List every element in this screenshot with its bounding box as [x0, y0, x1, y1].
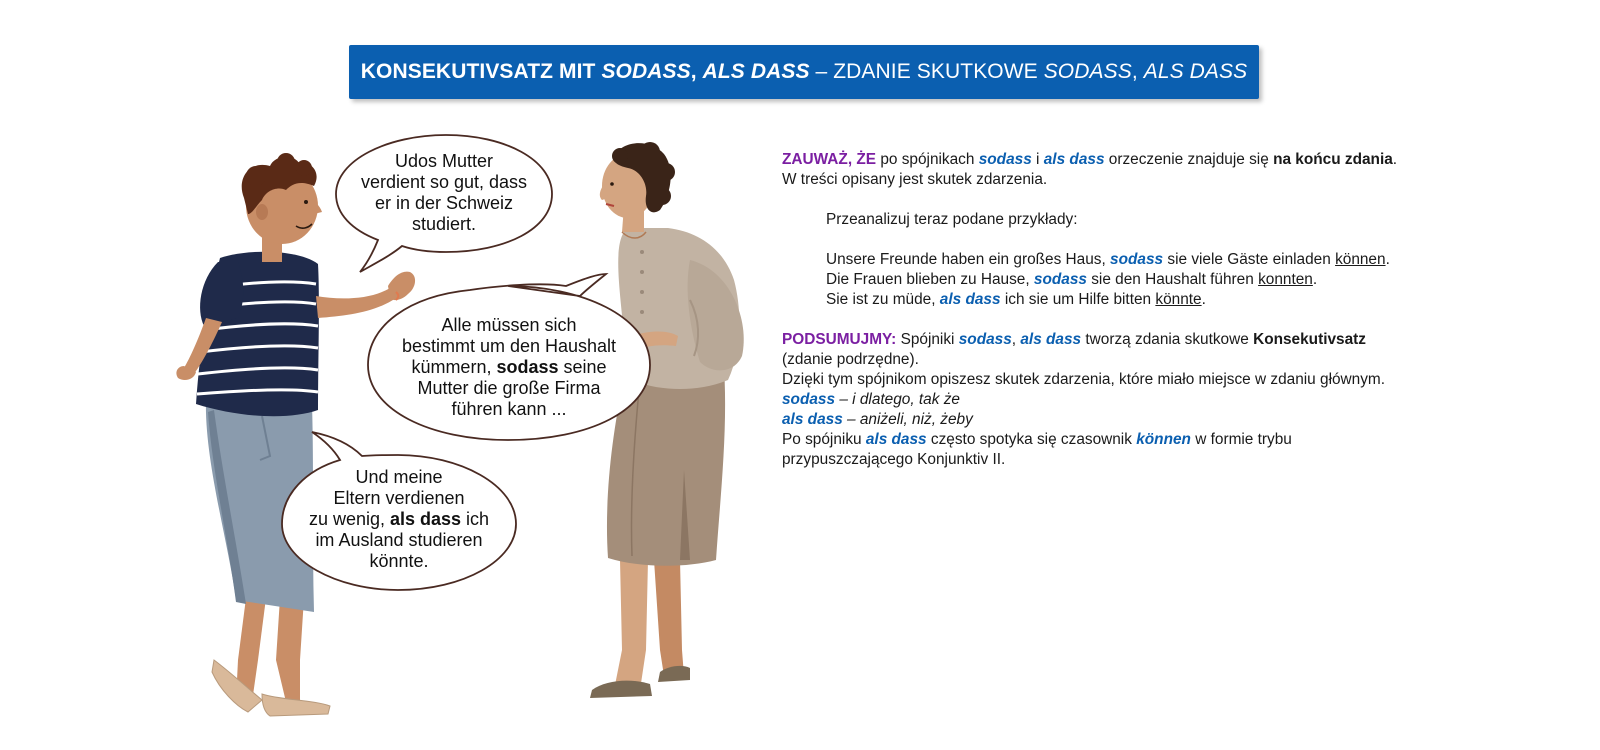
summary-line-3: Dzięki tym spójnikom opiszesz skutek zdarzenia, które miało miejsce w zdaniu głównym. [782, 371, 1386, 388]
bubble-1-text: Udos Mutter verdient so gut, dass er in der Schweiz studiert. [360, 151, 528, 234]
example-3: Sie ist zu müde, als dass ich sie um Hilfe bitten könnte. [826, 291, 1206, 308]
example-1: Unsere Freunde haben ein großes Haus, sodass sie viele Gäste einladen können. [826, 251, 1390, 268]
notice-line: ZAUWAŻ, ŻE po spójnikach sodass i als dass orzeczenie znajduje się na końcu zdania. [782, 151, 1398, 168]
definition-sodass: sodass – i dlatego, tak że [782, 391, 960, 408]
bubble-3-text: Und meine Eltern verdienen zu wenig, als dass ich im Ausland studieren könnte. [308, 467, 490, 571]
woman-figure [590, 142, 744, 698]
summary-line-2: (zdanie podrzędne). [782, 351, 919, 368]
analyze-prompt: Przeanalizuj teraz podane przykłady: [826, 211, 1078, 228]
summary-line-7: przypuszczającego Konjunktiv II. [782, 451, 1006, 468]
summary-line: PODSUMUJMY: Spójniki sodass, als dass tworzą zdania skutkowe Konsekutivsatz [782, 331, 1366, 348]
summary-line-6: Po spójniku als dass często spotyka się czasownik können w formie trybu [782, 431, 1292, 448]
example-2: Die Frauen blieben zu Hause, sodass sie den Haushalt führen konnten. [826, 271, 1318, 288]
notice-line-2: W treści opisany jest skutek zdarzenia. [782, 171, 1048, 188]
title-text: KONSEKUTIVSATZ MIT SODASS, ALS DASS – ZDANIE SKUTKOWE SODASS, ALS DASS [360, 60, 1248, 83]
definition-als-dass: als dass – aniżeli, niż, żeby [782, 411, 973, 428]
explanation-panel [782, 150, 1582, 470]
bubble-2-text: Alle müssen sich bestimmt um den Haushalt kümmern, sodass seine Mutter die große Firma führen kann ... [401, 315, 617, 419]
